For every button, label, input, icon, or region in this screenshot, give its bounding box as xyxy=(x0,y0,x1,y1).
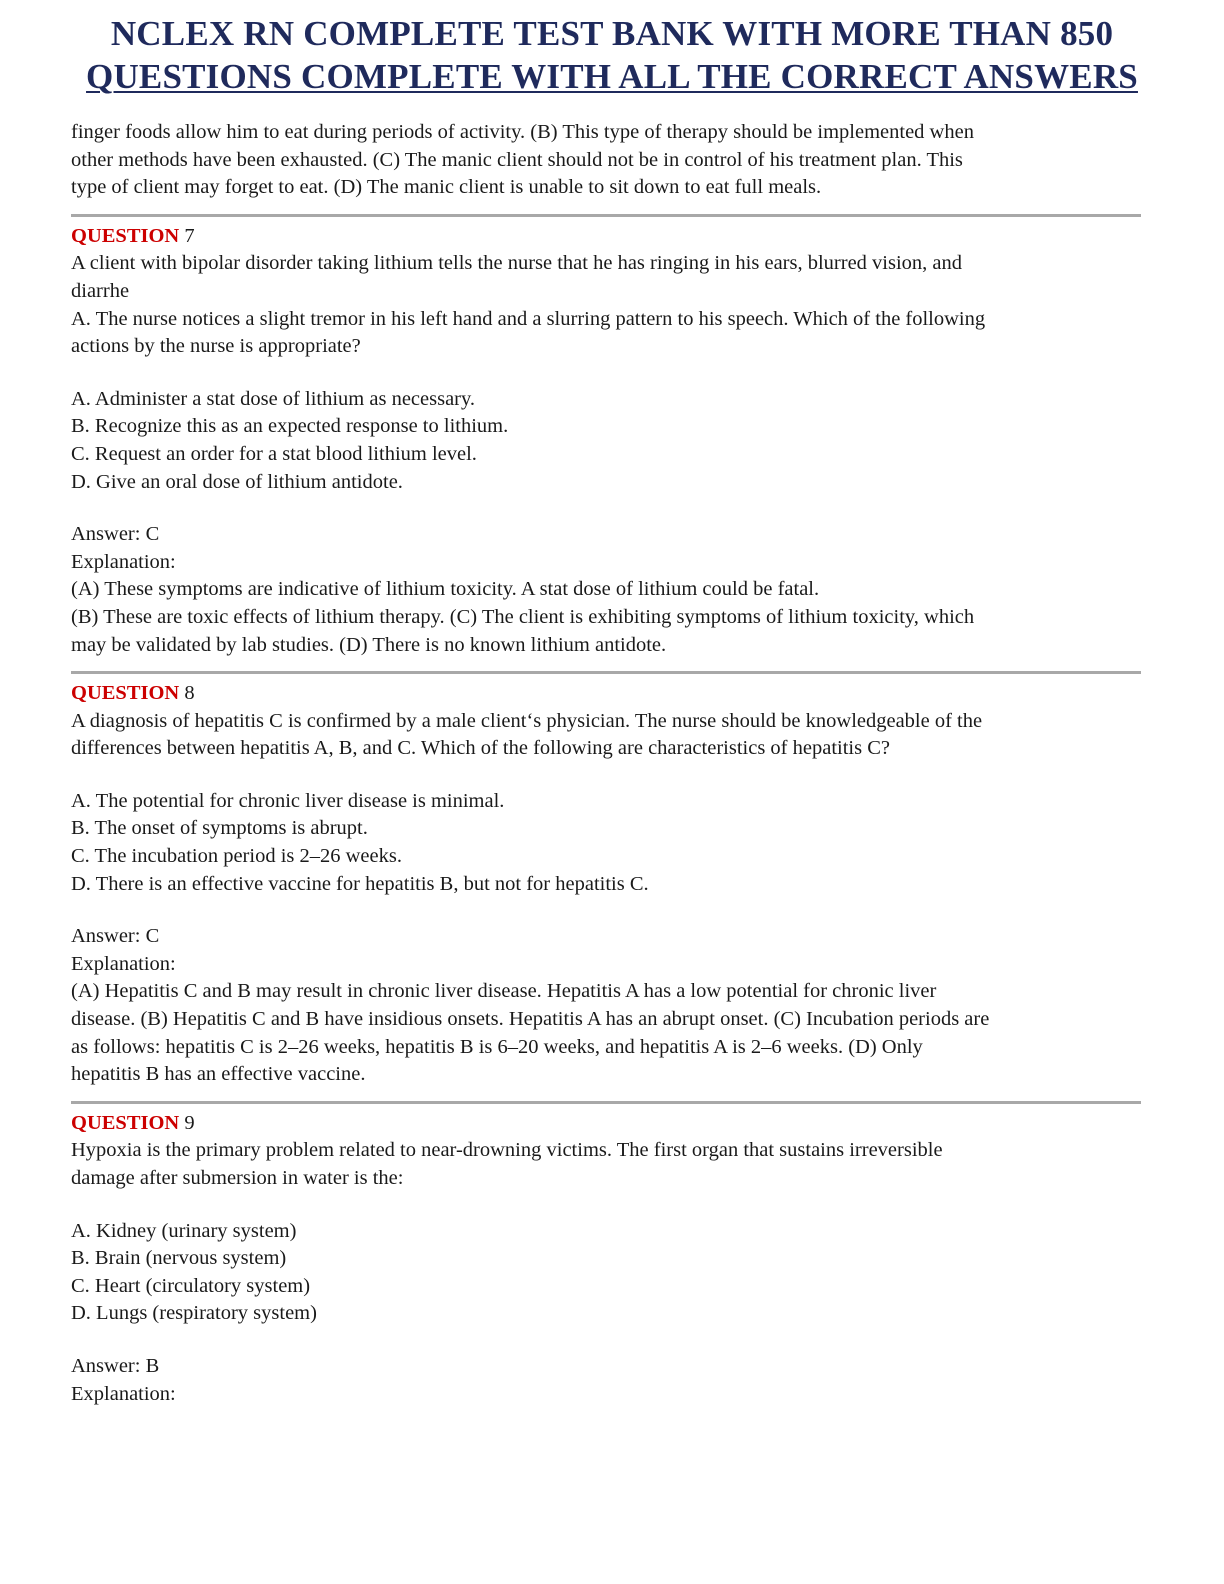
question-number: 8 xyxy=(184,682,195,705)
question-stem-line: diarrhe xyxy=(71,279,130,302)
question-block-7 xyxy=(71,223,1141,659)
question-label: QUESTION xyxy=(71,224,180,247)
question-stem-line: A. The nurse notices a slight tremor in his left hand and a slurring pattern to his speech. Which of the following xyxy=(71,307,986,330)
answer-option: A. Administer a stat dose of lithium as necessary. xyxy=(71,387,476,410)
answer-option: D. There is an effective vaccine for hepatitis B, but not for hepatitis C. xyxy=(71,872,649,895)
question-stem-line: A diagnosis of hepatitis C is confirmed by a male client‘s physician. The nurse should be knowledgeable of the xyxy=(71,709,983,732)
answer-option: B. Recognize this as an expected response to lithium. xyxy=(71,415,509,438)
correct-answer: Answer: C xyxy=(71,523,160,546)
answer-option: A. The potential for chronic liver disease is minimal. xyxy=(71,789,505,812)
intro-continuation xyxy=(71,119,1141,202)
question-heading xyxy=(71,1110,1141,1138)
explanation-label: Explanation: xyxy=(71,550,176,573)
question-number: 9 xyxy=(184,1111,195,1134)
correct-answer: Answer: C xyxy=(71,925,160,948)
explanation-line: (B) These are toxic effects of lithium therapy. (C) The client is exhibiting symptoms of lithium toxicity, which xyxy=(71,605,975,628)
header-title-line-1: NCLEX RN COMPLETE TEST BANK WITH MORE THAN 850 xyxy=(110,14,1114,53)
question-label: QUESTION xyxy=(71,1111,180,1134)
document-body xyxy=(71,119,1141,1408)
text-line: type of client may forget to eat. (D) The manic client is unable to sit down to eat full meals. xyxy=(71,176,822,199)
text-line: other methods have been exhausted. (C) The manic client should not be in control of his treatment plan. This xyxy=(71,148,963,171)
explanation-line: (A) These symptoms are indicative of lithium toxicity. A stat dose of lithium could be fatal. xyxy=(71,578,820,601)
explanation-line: disease. (B) Hepatitis C and B have insidious onsets. Hepatitis A has an abrupt onset. (C) Incubation periods are xyxy=(71,1008,990,1031)
question-stem-line: Hypoxia is the primary problem related to near-drowning victims. The first organ that sustains irreversible xyxy=(71,1139,943,1162)
explanation-line: hepatitis B has an effective vaccine. xyxy=(71,1063,366,1086)
answer-option: C. The incubation period is 2–26 weeks. xyxy=(71,845,402,868)
question-block-8 xyxy=(71,680,1141,1089)
question-stem-line: damage after submersion in water is the: xyxy=(71,1167,404,1189)
answer-option: A. Kidney (urinary system) xyxy=(71,1219,297,1242)
explanation-label: Explanation: xyxy=(71,1382,176,1405)
explanation-label: Explanation: xyxy=(71,952,176,975)
question-stem-line: differences between hepatitis A, B, and C. Which of the following are characteristics of hepatitis C? xyxy=(71,737,890,760)
question-heading xyxy=(71,680,1141,708)
explanation-line: as follows: hepatitis C is 2–26 weeks, hepatitis B is 6–20 weeks, and hepatitis A is 2–6 weeks. (D) Only xyxy=(71,1035,923,1058)
text-line: finger foods allow him to eat during periods of activity. (B) This type of therapy should be implemented when xyxy=(71,121,974,143)
question-stem-line: actions by the nurse is appropriate? xyxy=(71,335,361,358)
answer-option: D. Give an oral dose of lithium antidote. xyxy=(71,470,403,493)
question-stem-line: A client with bipolar disorder taking lithium tells the nurse that he has ringing in his ears, blurred vision, and xyxy=(71,252,963,275)
header-title-line-2: QUESTIONS COMPLETE WITH ALL THE CORRECT ANSWERS xyxy=(86,57,1138,96)
explanation-line: (A) Hepatitis C and B may result in chronic liver disease. Hepatitis A has a low potential for chronic liver xyxy=(71,980,937,1003)
document-header xyxy=(0,12,1224,98)
correct-answer: Answer: B xyxy=(71,1354,160,1377)
answer-option: C. Heart (circulatory system) xyxy=(71,1274,311,1297)
answer-option: B. The onset of symptoms is abrupt. xyxy=(71,817,368,840)
answer-option: B. Brain (nervous system) xyxy=(71,1247,287,1270)
answer-option: C. Request an order for a stat blood lithium level. xyxy=(71,442,477,465)
explanation-line: may be validated by lab studies. (D) There is no known lithium antidote. xyxy=(71,633,667,656)
answer-option: D. Lungs (respiratory system) xyxy=(71,1302,317,1325)
question-block-9 xyxy=(71,1110,1141,1408)
question-heading xyxy=(71,223,1141,251)
question-label: QUESTION xyxy=(71,682,180,705)
question-number: 7 xyxy=(184,224,195,247)
